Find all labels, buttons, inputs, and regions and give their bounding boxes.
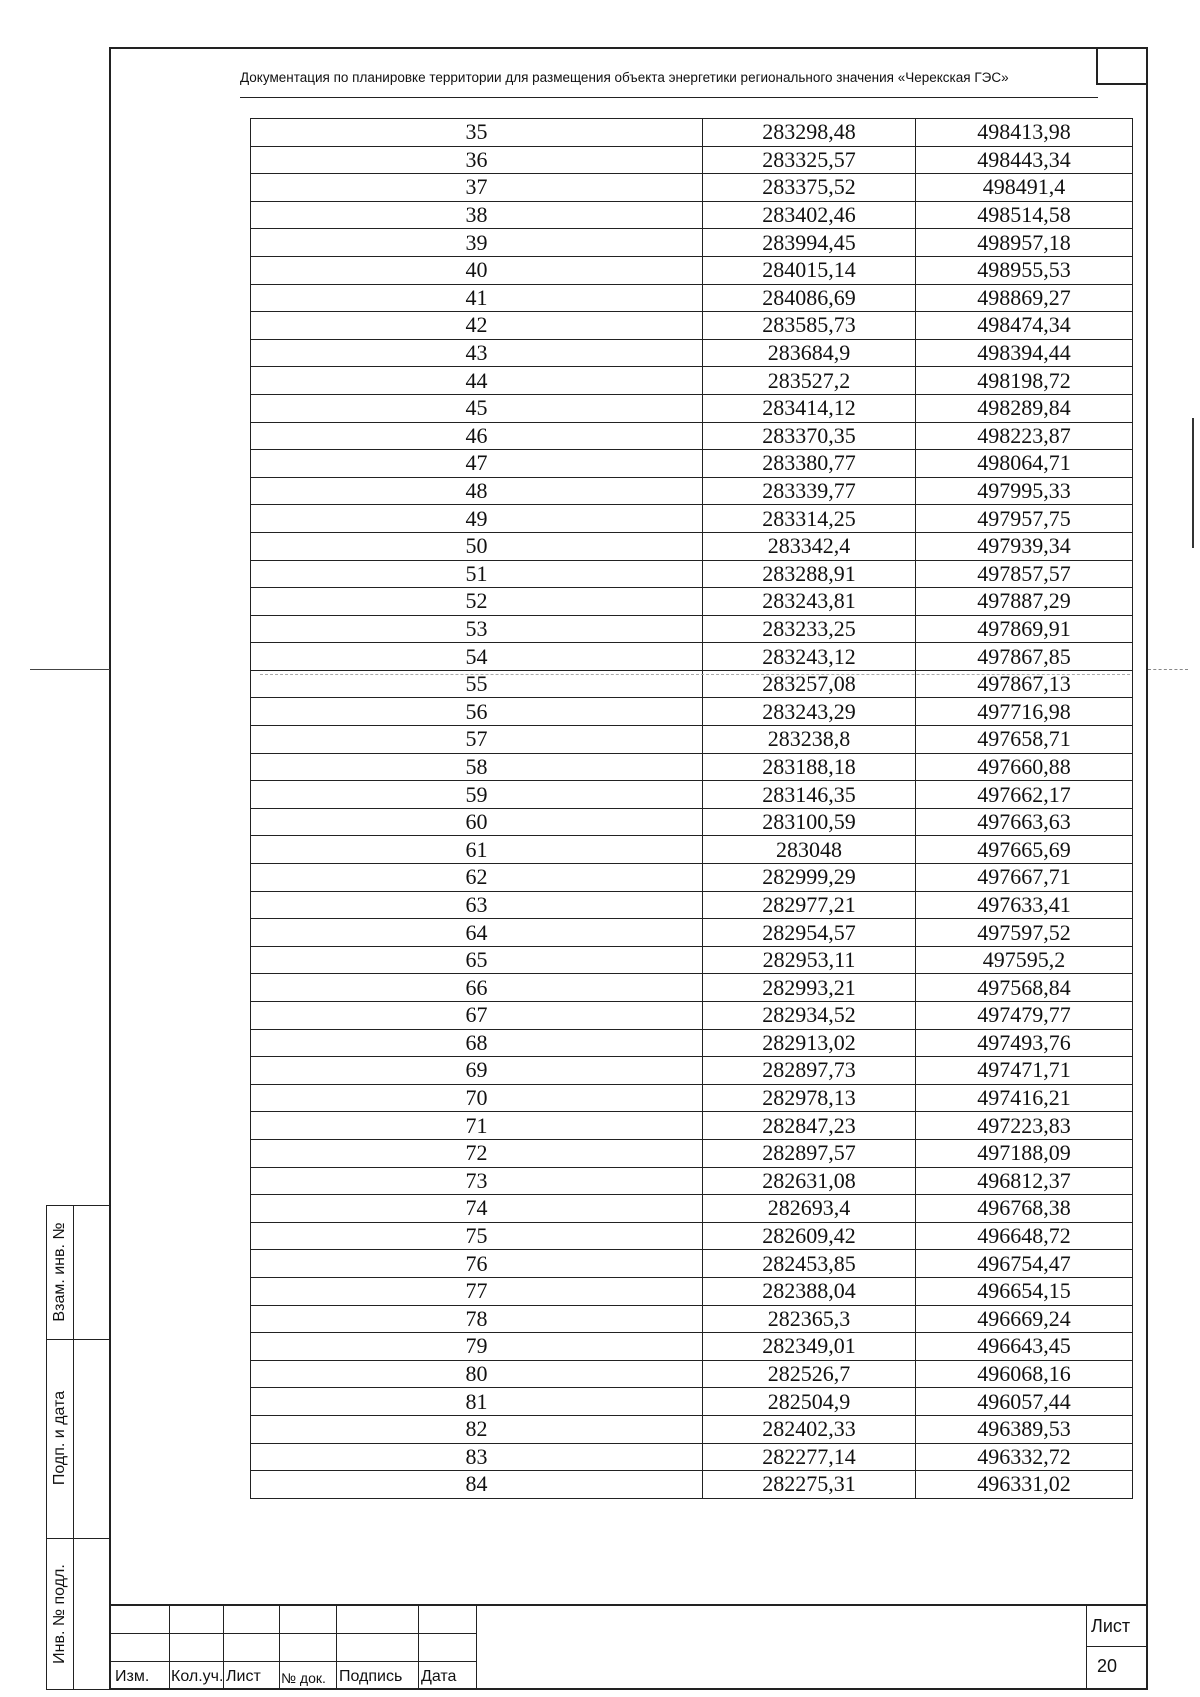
table-row	[251, 1277, 1133, 1305]
point-number-cell: 50	[251, 532, 703, 560]
y-coordinate-cell: 497660,88	[916, 753, 1133, 781]
scan-artifact-mark	[1192, 418, 1194, 548]
y-coordinate-cell: 496812,37	[916, 1167, 1133, 1195]
point-number-cell: 84	[251, 1471, 703, 1499]
point-number-cell: 70	[251, 1084, 703, 1112]
point-number-cell: 69	[251, 1057, 703, 1085]
y-coordinate-cell: 496754,47	[916, 1250, 1133, 1278]
point-number-cell: 53	[251, 615, 703, 643]
title-block-row-line	[1086, 1646, 1146, 1647]
scan-artifact-line	[30, 669, 110, 670]
y-coordinate-cell: 498289,84	[916, 394, 1133, 422]
x-coordinate-cell: 283380,77	[703, 450, 916, 478]
y-coordinate-cell: 496654,15	[916, 1277, 1133, 1305]
y-coordinate-cell: 498413,98	[916, 119, 1133, 147]
x-coordinate-cell: 282897,57	[703, 1139, 916, 1167]
x-coordinate-cell: 282934,52	[703, 1002, 916, 1030]
label-list: Лист	[226, 1668, 261, 1685]
point-number-cell: 75	[251, 1222, 703, 1250]
title-block-col-line	[1086, 1606, 1087, 1690]
x-coordinate-cell: 282453,85	[703, 1250, 916, 1278]
x-coordinate-cell: 283188,18	[703, 753, 916, 781]
point-number-cell: 36	[251, 146, 703, 174]
point-number-cell: 79	[251, 1333, 703, 1361]
y-coordinate-cell: 497857,57	[916, 560, 1133, 588]
table-row	[251, 422, 1133, 450]
scan-artifact-line	[260, 674, 1130, 675]
label-izm: Изм.	[115, 1668, 150, 1685]
y-coordinate-cell: 497867,85	[916, 643, 1133, 671]
table-row	[251, 284, 1133, 312]
y-coordinate-cell: 497662,17	[916, 781, 1133, 809]
table-row	[251, 615, 1133, 643]
y-coordinate-cell: 497867,13	[916, 670, 1133, 698]
title-block-col-line	[279, 1606, 280, 1690]
x-coordinate-cell: 282504,9	[703, 1388, 916, 1416]
x-coordinate-cell: 284086,69	[703, 284, 916, 312]
title-block-col-line	[169, 1606, 170, 1690]
x-coordinate-cell: 283146,35	[703, 781, 916, 809]
table-row	[251, 864, 1133, 892]
point-number-cell: 41	[251, 284, 703, 312]
table-row	[251, 1222, 1133, 1250]
x-coordinate-cell: 282349,01	[703, 1333, 916, 1361]
point-number-cell: 45	[251, 394, 703, 422]
point-number-cell: 62	[251, 864, 703, 892]
table-row	[251, 532, 1133, 560]
table-row	[251, 753, 1133, 781]
point-number-cell: 52	[251, 588, 703, 616]
table-row	[251, 450, 1133, 478]
point-number-cell: 49	[251, 505, 703, 533]
table-row	[251, 339, 1133, 367]
scan-artifact-line	[1148, 669, 1188, 670]
point-number-cell: 46	[251, 422, 703, 450]
table-row	[251, 201, 1133, 229]
table-row	[251, 1443, 1133, 1471]
title-block	[111, 1604, 1146, 1688]
point-number-cell: 40	[251, 256, 703, 284]
x-coordinate-cell: 283325,57	[703, 146, 916, 174]
point-number-cell: 51	[251, 560, 703, 588]
point-number-cell: 54	[251, 643, 703, 671]
table-row	[251, 1029, 1133, 1057]
y-coordinate-cell: 497665,69	[916, 836, 1133, 864]
x-coordinate-cell: 282897,73	[703, 1057, 916, 1085]
x-coordinate-cell: 282402,33	[703, 1415, 916, 1443]
x-coordinate-cell: 282609,42	[703, 1222, 916, 1250]
x-coordinate-cell: 282365,3	[703, 1305, 916, 1333]
x-coordinate-cell: 282978,13	[703, 1084, 916, 1112]
y-coordinate-cell: 498957,18	[916, 229, 1133, 257]
point-number-cell: 58	[251, 753, 703, 781]
title-block-row-line	[111, 1633, 476, 1634]
point-number-cell: 61	[251, 836, 703, 864]
x-coordinate-cell: 282999,29	[703, 864, 916, 892]
point-number-cell: 74	[251, 1195, 703, 1223]
table-row	[251, 1471, 1133, 1499]
table-row	[251, 312, 1133, 340]
point-number-cell: 81	[251, 1388, 703, 1416]
point-number-cell: 71	[251, 1112, 703, 1140]
y-coordinate-cell: 497658,71	[916, 726, 1133, 754]
label-podp-data: Подп. и дата	[51, 1390, 68, 1486]
y-coordinate-cell: 498223,87	[916, 422, 1133, 450]
label-data: Дата	[421, 1668, 457, 1685]
table-row	[251, 477, 1133, 505]
table-row	[251, 974, 1133, 1002]
sheet-number: 20	[1097, 1656, 1118, 1676]
point-number-cell: 44	[251, 367, 703, 395]
point-number-cell: 80	[251, 1360, 703, 1388]
y-coordinate-cell: 498491,4	[916, 174, 1133, 202]
y-coordinate-cell: 498514,58	[916, 201, 1133, 229]
corner-box	[1096, 47, 1148, 85]
y-coordinate-cell: 497995,33	[916, 477, 1133, 505]
table-row	[251, 1250, 1133, 1278]
x-coordinate-cell: 282847,23	[703, 1112, 916, 1140]
y-coordinate-cell: 498064,71	[916, 450, 1133, 478]
y-coordinate-cell: 496669,24	[916, 1305, 1133, 1333]
label-zam-inv: Взам. инв. №	[51, 1222, 68, 1322]
y-coordinate-cell: 497663,63	[916, 808, 1133, 836]
table-row	[251, 836, 1133, 864]
x-coordinate-cell: 283243,81	[703, 588, 916, 616]
title-block-col-line	[336, 1606, 337, 1690]
x-coordinate-cell: 282913,02	[703, 1029, 916, 1057]
table-row	[251, 1112, 1133, 1140]
point-number-cell: 65	[251, 946, 703, 974]
x-coordinate-cell: 282993,21	[703, 974, 916, 1002]
table-row	[251, 146, 1133, 174]
x-coordinate-cell: 283684,9	[703, 339, 916, 367]
table-row	[251, 808, 1133, 836]
y-coordinate-cell: 496332,72	[916, 1443, 1133, 1471]
x-coordinate-cell: 283238,8	[703, 726, 916, 754]
y-coordinate-cell: 497568,84	[916, 974, 1133, 1002]
title-block-col-line	[418, 1606, 419, 1690]
coordinates-table	[250, 118, 1133, 1499]
table-row	[251, 1167, 1133, 1195]
x-coordinate-cell: 282526,7	[703, 1360, 916, 1388]
point-number-cell: 73	[251, 1167, 703, 1195]
x-coordinate-cell: 282954,57	[703, 919, 916, 947]
x-coordinate-cell: 283342,4	[703, 532, 916, 560]
point-number-cell: 82	[251, 1415, 703, 1443]
strip-column-line	[73, 1206, 74, 1689]
header-rule	[240, 97, 1098, 98]
y-coordinate-cell: 497887,29	[916, 588, 1133, 616]
y-coordinate-cell: 497716,98	[916, 698, 1133, 726]
y-coordinate-cell: 496648,72	[916, 1222, 1133, 1250]
point-number-cell: 42	[251, 312, 703, 340]
y-coordinate-cell: 496643,45	[916, 1333, 1133, 1361]
x-coordinate-cell: 283370,35	[703, 422, 916, 450]
label-inv-podl: Инв. № подл.	[51, 1564, 68, 1664]
x-coordinate-cell: 283298,48	[703, 119, 916, 147]
table-row	[251, 946, 1133, 974]
point-number-cell: 83	[251, 1443, 703, 1471]
x-coordinate-cell: 283048	[703, 836, 916, 864]
point-number-cell: 47	[251, 450, 703, 478]
y-coordinate-cell: 497597,52	[916, 919, 1133, 947]
y-coordinate-cell: 496389,53	[916, 1415, 1133, 1443]
y-coordinate-cell: 497667,71	[916, 864, 1133, 892]
label-kol-uch: Кол.уч.	[171, 1668, 224, 1685]
table-row	[251, 643, 1133, 671]
y-coordinate-cell: 497939,34	[916, 532, 1133, 560]
point-number-cell: 56	[251, 698, 703, 726]
y-coordinate-cell: 498394,44	[916, 339, 1133, 367]
point-number-cell: 60	[251, 808, 703, 836]
x-coordinate-cell: 283100,59	[703, 808, 916, 836]
table-row	[251, 588, 1133, 616]
y-coordinate-cell: 497471,71	[916, 1057, 1133, 1085]
y-coordinate-cell: 497416,21	[916, 1084, 1133, 1112]
x-coordinate-cell: 282693,4	[703, 1195, 916, 1223]
x-coordinate-cell: 284015,14	[703, 256, 916, 284]
table-row	[251, 1333, 1133, 1361]
table-row	[251, 256, 1133, 284]
x-coordinate-cell: 283339,77	[703, 477, 916, 505]
x-coordinate-cell: 282277,14	[703, 1443, 916, 1471]
y-coordinate-cell: 497633,41	[916, 891, 1133, 919]
table-row	[251, 1305, 1133, 1333]
y-coordinate-cell: 497493,76	[916, 1029, 1133, 1057]
point-number-cell: 59	[251, 781, 703, 809]
table-row	[251, 367, 1133, 395]
point-number-cell: 67	[251, 1002, 703, 1030]
table-row	[251, 119, 1133, 147]
point-number-cell: 38	[251, 201, 703, 229]
x-coordinate-cell: 283414,12	[703, 394, 916, 422]
point-number-cell: 64	[251, 919, 703, 947]
x-coordinate-cell: 283994,45	[703, 229, 916, 257]
point-number-cell: 77	[251, 1277, 703, 1305]
y-coordinate-cell: 497479,77	[916, 1002, 1133, 1030]
x-coordinate-cell: 283288,91	[703, 560, 916, 588]
point-number-cell: 35	[251, 119, 703, 147]
strip-divider	[47, 1538, 109, 1539]
y-coordinate-cell: 498198,72	[916, 367, 1133, 395]
x-coordinate-cell: 283257,08	[703, 670, 916, 698]
strip-divider	[47, 1339, 109, 1340]
point-number-cell: 55	[251, 670, 703, 698]
table-row	[251, 698, 1133, 726]
x-coordinate-cell: 283233,25	[703, 615, 916, 643]
table-row	[251, 919, 1133, 947]
point-number-cell: 68	[251, 1029, 703, 1057]
y-coordinate-cell: 496057,44	[916, 1388, 1133, 1416]
x-coordinate-cell: 283402,46	[703, 201, 916, 229]
y-coordinate-cell: 498443,34	[916, 146, 1133, 174]
point-number-cell: 37	[251, 174, 703, 202]
y-coordinate-cell: 497595,2	[916, 946, 1133, 974]
table-row	[251, 174, 1133, 202]
point-number-cell: 78	[251, 1305, 703, 1333]
y-coordinate-cell: 497188,09	[916, 1139, 1133, 1167]
y-coordinate-cell: 498869,27	[916, 284, 1133, 312]
table-row	[251, 891, 1133, 919]
x-coordinate-cell: 282953,11	[703, 946, 916, 974]
table-row	[251, 1139, 1133, 1167]
table-row	[251, 1415, 1133, 1443]
table-row	[251, 781, 1133, 809]
table-row	[251, 1360, 1133, 1388]
label-podpis: Подпись	[339, 1668, 403, 1685]
table-row	[251, 394, 1133, 422]
table-row	[251, 560, 1133, 588]
x-coordinate-cell: 282275,31	[703, 1471, 916, 1499]
y-coordinate-cell: 497957,75	[916, 505, 1133, 533]
label-n-dok: № док.	[281, 1670, 326, 1686]
table-row	[251, 1002, 1133, 1030]
point-number-cell: 76	[251, 1250, 703, 1278]
point-number-cell: 66	[251, 974, 703, 1002]
x-coordinate-cell: 283585,73	[703, 312, 916, 340]
y-coordinate-cell: 498955,53	[916, 256, 1133, 284]
y-coordinate-cell: 496768,38	[916, 1195, 1133, 1223]
point-number-cell: 57	[251, 726, 703, 754]
table-row	[251, 1195, 1133, 1223]
point-number-cell: 43	[251, 339, 703, 367]
table-row	[251, 1084, 1133, 1112]
table-row	[251, 726, 1133, 754]
y-coordinate-cell: 497223,83	[916, 1112, 1133, 1140]
y-coordinate-cell: 497869,91	[916, 615, 1133, 643]
table-row	[251, 1057, 1133, 1085]
x-coordinate-cell: 283314,25	[703, 505, 916, 533]
sheet-label: Лист	[1091, 1616, 1131, 1636]
point-number-cell: 48	[251, 477, 703, 505]
table-row	[251, 1388, 1133, 1416]
x-coordinate-cell: 283243,12	[703, 643, 916, 671]
title-block-row-line	[111, 1661, 476, 1662]
x-coordinate-cell: 283527,2	[703, 367, 916, 395]
x-coordinate-cell: 282388,04	[703, 1277, 916, 1305]
x-coordinate-cell: 282631,08	[703, 1167, 916, 1195]
point-number-cell: 39	[251, 229, 703, 257]
title-block-col-line	[476, 1606, 477, 1690]
x-coordinate-cell: 282977,21	[703, 891, 916, 919]
binding-strip	[46, 1205, 110, 1690]
x-coordinate-cell: 283375,52	[703, 174, 916, 202]
point-number-cell: 63	[251, 891, 703, 919]
y-coordinate-cell: 496331,02	[916, 1471, 1133, 1499]
y-coordinate-cell: 496068,16	[916, 1360, 1133, 1388]
x-coordinate-cell: 283243,29	[703, 698, 916, 726]
table-row	[251, 505, 1133, 533]
point-number-cell: 72	[251, 1139, 703, 1167]
y-coordinate-cell: 498474,34	[916, 312, 1133, 340]
document-header: Документация по планировке территории для размещения объекта энергетики регионального значения «Черекская ГЭС»	[240, 70, 1009, 85]
table-row	[251, 229, 1133, 257]
